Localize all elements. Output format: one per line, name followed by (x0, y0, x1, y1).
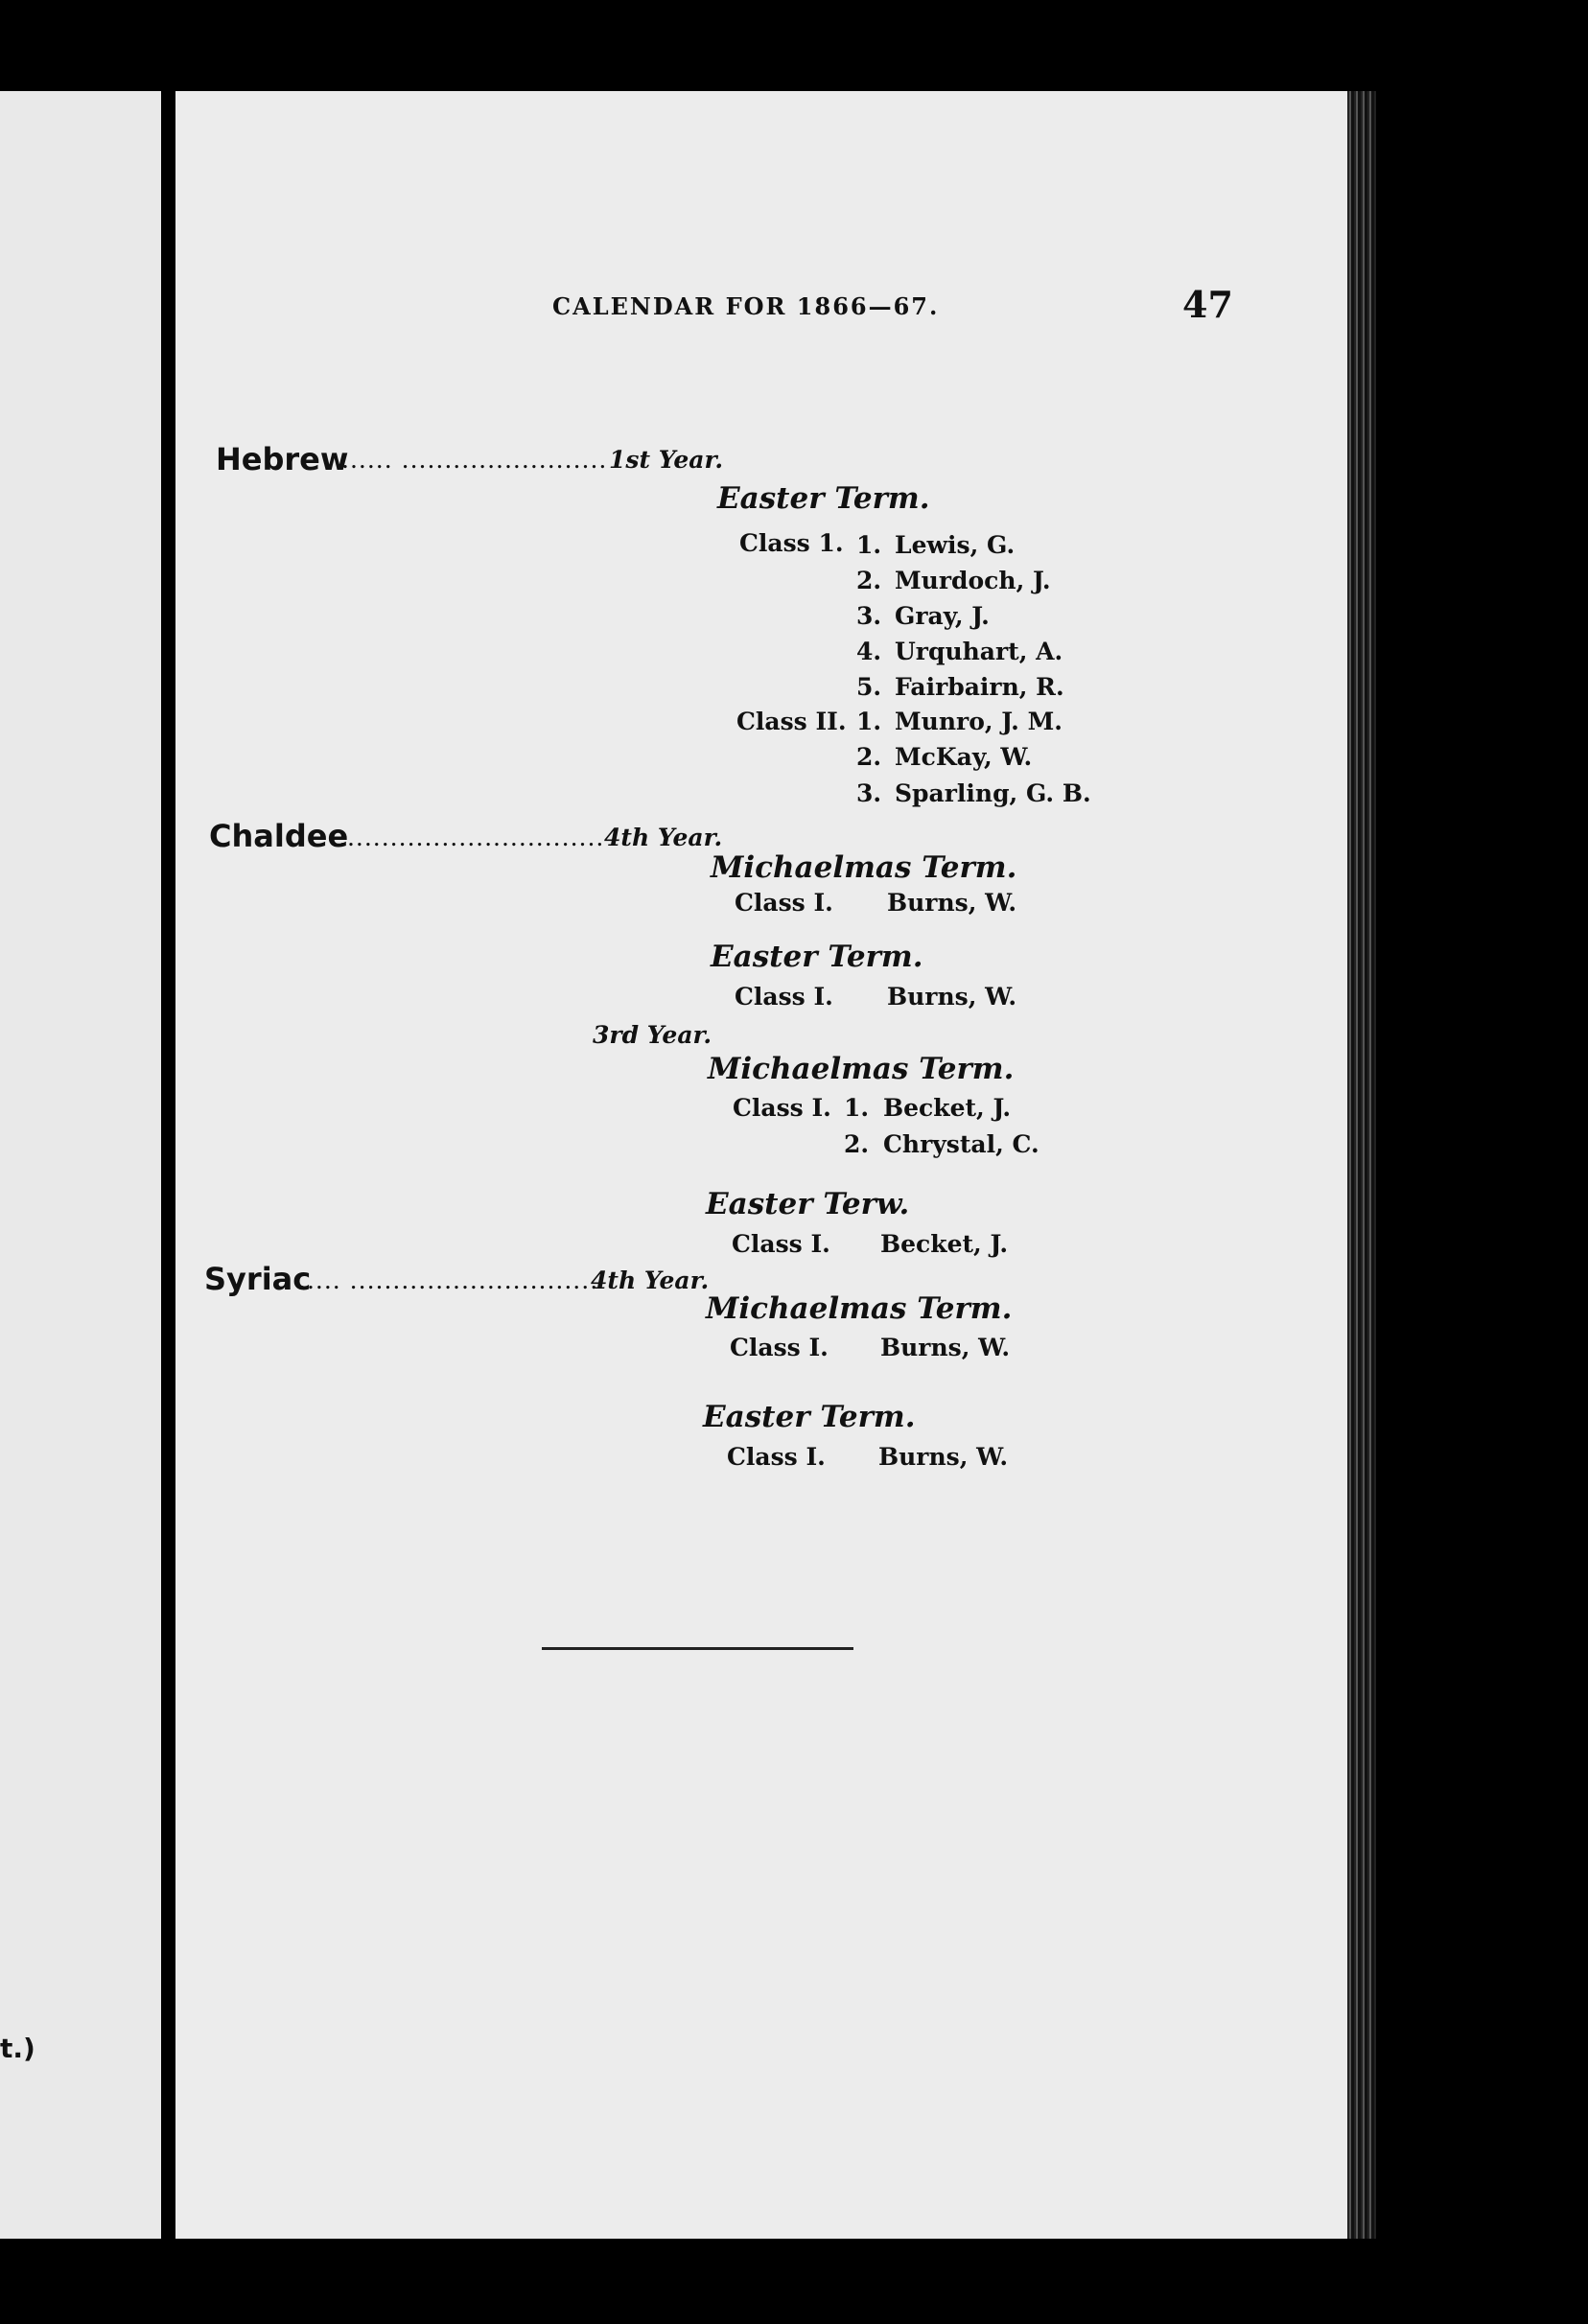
rank-number: 5. (856, 673, 882, 701)
year-label: 4th Year. (591, 1267, 710, 1294)
student-name: Burns, W. (887, 983, 1017, 1011)
rank-number: 2. (844, 1130, 870, 1158)
student-name: Munro, J. M. (895, 708, 1063, 735)
student-name: Lewis, G. (895, 531, 1016, 559)
page-number: 47 (1182, 283, 1233, 326)
year-label: 1st Year. (609, 446, 724, 474)
student-name: McKay, W. (895, 743, 1033, 771)
term-heading: Michaelmas Term. (706, 1291, 1013, 1326)
document-page (175, 91, 1347, 2239)
class-label: Class I. (735, 889, 833, 917)
term-heading: Easter Terw. (706, 1187, 910, 1221)
term-heading: Michaelmas Term. (708, 1052, 1015, 1086)
term-heading: Easter Term. (703, 1400, 916, 1434)
student-name: Becket, J. (880, 1230, 1009, 1258)
rank-number: 2. (856, 567, 882, 594)
section-divider-rule (542, 1647, 853, 1650)
leader-dots: ..... ............................. (298, 1267, 599, 1294)
class-label: Class I. (727, 1443, 826, 1471)
rank-number: 1. (856, 708, 882, 735)
subject-hebrew: Hebrew (216, 441, 349, 477)
class-label: Class 1. (739, 529, 844, 557)
page-gutter (161, 0, 175, 2324)
student-name: Sparling, G. B. (895, 779, 1091, 807)
subject-syriac: Syriac (204, 1261, 312, 1297)
student-name: Chrystal, C. (883, 1130, 1039, 1158)
student-name: Becket, J. (883, 1094, 1012, 1122)
student-name: Urquhart, A. (895, 638, 1063, 665)
year-label: 4th Year. (604, 824, 723, 851)
rank-number: 4. (856, 638, 882, 665)
term-heading: Easter Term. (717, 481, 930, 516)
page-edge (1347, 91, 1376, 2239)
term-heading: Easter Term. (711, 940, 923, 974)
class-label: Class I. (735, 983, 833, 1011)
student-name: Burns, W. (880, 1334, 1011, 1361)
class-label: Class I. (732, 1230, 830, 1258)
student-name: Burns, W. (878, 1443, 1009, 1471)
student-name: Fairbairn, R. (895, 673, 1064, 701)
class-label: Class II. (736, 708, 847, 735)
running-header: CALENDAR FOR 1866—67. (552, 292, 940, 320)
subject-chaldee: Chaldee (209, 818, 349, 854)
rank-number: 2. (856, 743, 882, 771)
rank-number: 1. (856, 531, 882, 559)
term-heading: Michaelmas Term. (711, 850, 1017, 885)
rank-number: 3. (856, 602, 882, 630)
student-name: Gray, J. (895, 602, 990, 630)
leader-dots: ...... ........................ (341, 446, 608, 474)
class-label: Class I. (730, 1334, 829, 1361)
leader-dots: ............................... (339, 824, 605, 851)
student-name: Burns, W. (887, 889, 1017, 917)
student-name: Murdoch, J. (895, 567, 1051, 594)
rank-number: 1. (844, 1094, 870, 1122)
facing-page-text-fragment: t.) (0, 2033, 35, 2064)
year-label: 3rd Year. (593, 1021, 712, 1049)
rank-number: 3. (856, 779, 882, 807)
class-label: Class I. (733, 1094, 831, 1122)
facing-page (0, 91, 161, 2239)
